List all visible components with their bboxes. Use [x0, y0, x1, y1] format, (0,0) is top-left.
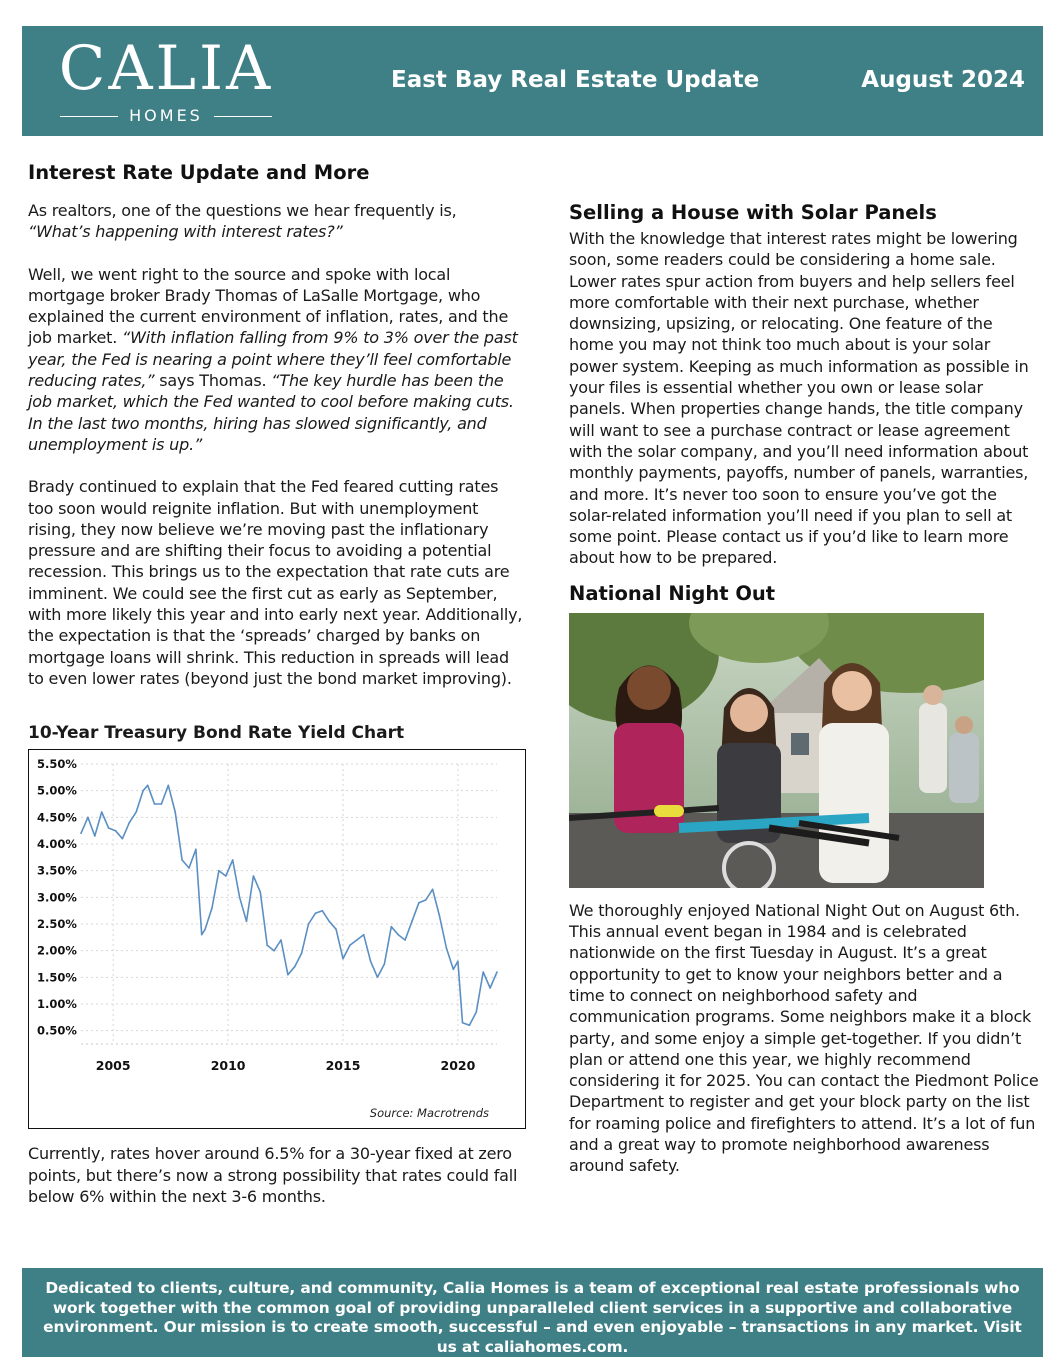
chart-y-tick-label: 4.00%: [37, 837, 77, 852]
chart-y-tick-label: 3.00%: [37, 890, 77, 905]
chart-data-point: [462, 1022, 464, 1024]
chart-data-point: [168, 785, 170, 787]
intro-quote: “What’s happening with interest rates?”: [28, 222, 343, 242]
chart-data-point: [469, 1025, 471, 1027]
broker-quote-1: “With inflation falling from 9% to 3% over the past year, the Fed is nearing a point where they’ll feel comfortable reducing rates,”: [28, 328, 518, 391]
chart-data-point: [397, 934, 399, 936]
chart-data-point: [294, 966, 296, 968]
chart-data-point: [108, 827, 110, 829]
header-banner: [22, 26, 1043, 136]
chart-svg: [29, 750, 525, 1127]
logo-subtitle: HOMES: [129, 106, 203, 125]
chart-data-point: [425, 899, 427, 901]
chart-data-point: [322, 910, 324, 912]
chart-data-point: [489, 987, 491, 989]
chart-data-point: [384, 963, 386, 965]
chart-data-point: [188, 867, 190, 869]
newsletter-title: East Bay Real Estate Update: [391, 67, 760, 93]
chart-data-point: [195, 849, 197, 851]
chart-data-point: [496, 971, 498, 973]
chart-data-point: [356, 939, 358, 941]
chart-data-point: [266, 945, 268, 947]
intro-paragraph: [28, 200, 528, 243]
chart-data-point: [315, 913, 317, 915]
chart-data-point: [439, 915, 441, 917]
chart-title: 10-Year Treasury Bond Rate Yield Chart: [28, 723, 405, 744]
chart-data-point: [174, 811, 176, 813]
chart-data-point: [453, 969, 455, 971]
chart-source: Source: Macrotrends: [369, 1106, 489, 1121]
chart-data-point: [218, 870, 220, 872]
chart-data-point: [482, 971, 484, 973]
broker-paragraph: [28, 264, 528, 456]
chart-y-tick-label: 1.50%: [37, 970, 77, 985]
solar-heading: Selling a House with Solar Panels: [569, 201, 937, 224]
chart-y-tick-label: 2.00%: [37, 943, 77, 958]
chart-x-tick-label: 2005: [95, 1058, 131, 1074]
broker-text: Well, we went right to the source and spoke with local mortgage broker Brady Thomas of LaSalle Mortgage, who explained the current environment of inflation, rates, and the job market.: [28, 264, 509, 348]
current-rates-paragraph: Currently, rates hover around 6.5% for a 30-year fixed at zero points, but there’s now a strong possibility that rates could fall below 6% within the next 3-6 months.: [28, 1144, 518, 1206]
chart-data-point: [201, 934, 203, 936]
chart-data-point: [253, 875, 255, 877]
chart-data-point: [280, 939, 282, 941]
logo-subline: [58, 106, 274, 128]
chart-data-point: [204, 929, 206, 931]
logo-rule-right: [214, 116, 272, 117]
chart-data-point: [161, 803, 163, 805]
chart-data-point: [101, 811, 103, 813]
chart-data-point: [363, 934, 365, 936]
interest-rate-heading: Interest Rate Update and More: [28, 161, 370, 184]
chart-y-tick-label: 2.50%: [37, 917, 77, 932]
chart-x-tick-label: 2015: [325, 1058, 361, 1074]
chart-data-point: [232, 859, 234, 861]
chart-data-point: [342, 958, 344, 960]
photo-illustration: [569, 613, 984, 888]
chart-data-point: [211, 907, 213, 909]
chart-data-point: [446, 947, 448, 949]
chart-data-point: [411, 921, 413, 923]
chart-data-point: [335, 929, 337, 931]
chart-data-point: [328, 921, 330, 923]
logo-wordmark: CALIA: [58, 33, 274, 104]
left-column: [28, 158, 528, 1207]
chart-x-tick-label: 2010: [210, 1058, 246, 1074]
broker-quote-2: “The key hurdle has been the job market, which the Fed wanted to cool before making cuts. In the last two months, hiring has slowed significantly, and unemployment is up.”: [28, 371, 514, 454]
chart-series-line: [81, 786, 497, 1026]
footer-banner: [22, 1268, 1043, 1357]
chart-data-point: [301, 953, 303, 955]
chart-data-point: [128, 822, 130, 824]
chart-y-tick-label: 5.00%: [37, 783, 77, 798]
chart-data-point: [273, 950, 275, 952]
chart-y-tick-label: 5.50%: [37, 757, 77, 772]
chart-y-tick-label: 1.00%: [37, 997, 77, 1012]
chart-data-point: [147, 785, 149, 787]
national-night-out-photo: [569, 613, 984, 888]
chart-data-point: [87, 817, 89, 819]
night-out-heading: National Night Out: [569, 581, 776, 605]
chart-data-point: [246, 921, 248, 923]
intro-text: As realtors, one of the questions we hear frequently is,: [28, 201, 457, 220]
right-column: [569, 198, 1039, 1177]
chart-data-point: [370, 961, 372, 963]
chart-data-point: [476, 1011, 478, 1013]
chart-data-point: [377, 977, 379, 979]
chart-y-tick-label: 0.50%: [37, 1023, 77, 1038]
chart-data-point: [259, 891, 261, 893]
chart-data-point: [135, 811, 137, 813]
night-out-paragraph: We thoroughly enjoyed National Night Out on August 6th. This annual event began in 1984 and is celebrated nationwide on the first Tuesday in August. It’s a great opportunity to get to know your neighbors better and a time to connect on neighborhood safety and communication programs. Some neighbors make it a block party, and some enjoy a simple get-together. If you didn’t plan or attend one this year, we highly recommend considering it for 2025. You can contact the Piedmont Police Department to register and get your block party on the list for roaming police and firefighters to attend. It’s a lot of fun and a great way to promote neighborhood awareness around safety.: [569, 900, 1039, 1176]
chart-data-point: [390, 926, 392, 928]
chart-data-point: [239, 897, 241, 899]
chart-data-point: [287, 974, 289, 976]
chart-data-point: [432, 889, 434, 891]
fed-paragraph: Brady continued to explain that the Fed feared cutting rates too soon would reignite inflation. But with unemployment rising, they now believe we’re moving past the inflationary pressure and are shifting their focus to avoiding a potential recession. This brings us to the expectation that rate cuts are imminent. We could see the first cut as early as September, with more likely this year and into early next year. Additionally, the expectation is that the ‘spreads’ charged by banks on mortgage loans will shrink. This reduction in spreads will lead to even lower rates (beyond just the bond market improving).: [28, 477, 523, 688]
chart-data-point: [404, 939, 406, 941]
treasury-yield-chart: [28, 749, 526, 1129]
broker-attribution: says Thomas.: [159, 371, 267, 391]
newsletter-date: August 2024: [861, 67, 1025, 93]
chart-data-point: [115, 830, 117, 832]
chart-data-point: [94, 835, 96, 837]
chart-data-point: [181, 859, 183, 861]
footer-mission-text: Dedicated to clients, culture, and community, Calia Homes is a team of exceptional real estate professionals who work together with the common goal of providing unparalleled client services in a supportive and collaborative environment. Our mission is to create smooth, successful – and even enjoyable – transactions in any market. Visit us at caliahomes.com.: [43, 1279, 1022, 1356]
chart-data-point: [418, 902, 420, 904]
chart-y-tick-label: 4.50%: [37, 810, 77, 825]
chart-data-point: [122, 838, 124, 840]
chart-data-point: [154, 803, 156, 805]
chart-data-point: [457, 961, 459, 963]
calia-homes-logo[interactable]: [58, 33, 274, 125]
chart-data-point: [142, 790, 144, 792]
chart-y-tick-label: 3.50%: [37, 863, 77, 878]
chart-data-point: [349, 945, 351, 947]
chart-data-point: [225, 875, 227, 877]
chart-data-point: [308, 923, 310, 925]
chart-x-tick-label: 2020: [440, 1058, 476, 1074]
chart-data-point: [80, 833, 82, 835]
solar-paragraph: With the knowledge that interest rates might be lowering soon, some readers could be considering a home sale. Lower rates spur action from buyers and help sellers feel more comfortable with their next purchase, whether downsizing, upsizing, or relocating. One feature of the home you may not think too much about is your solar power system. Keeping as much information as possible in your files is essential whether you own or lease solar panels. When properties change hands, the title company will want to see a purchase contract or lease agreement with the solar company, and you’ll need information about monthly payments, payoffs, number of panels, warranties, and more. It’s never too soon to ensure you’ve got the solar-related information you’ll need if you plan to sell at some point. Please contact us if you’d like to learn more about how to be prepared.: [569, 229, 1029, 568]
